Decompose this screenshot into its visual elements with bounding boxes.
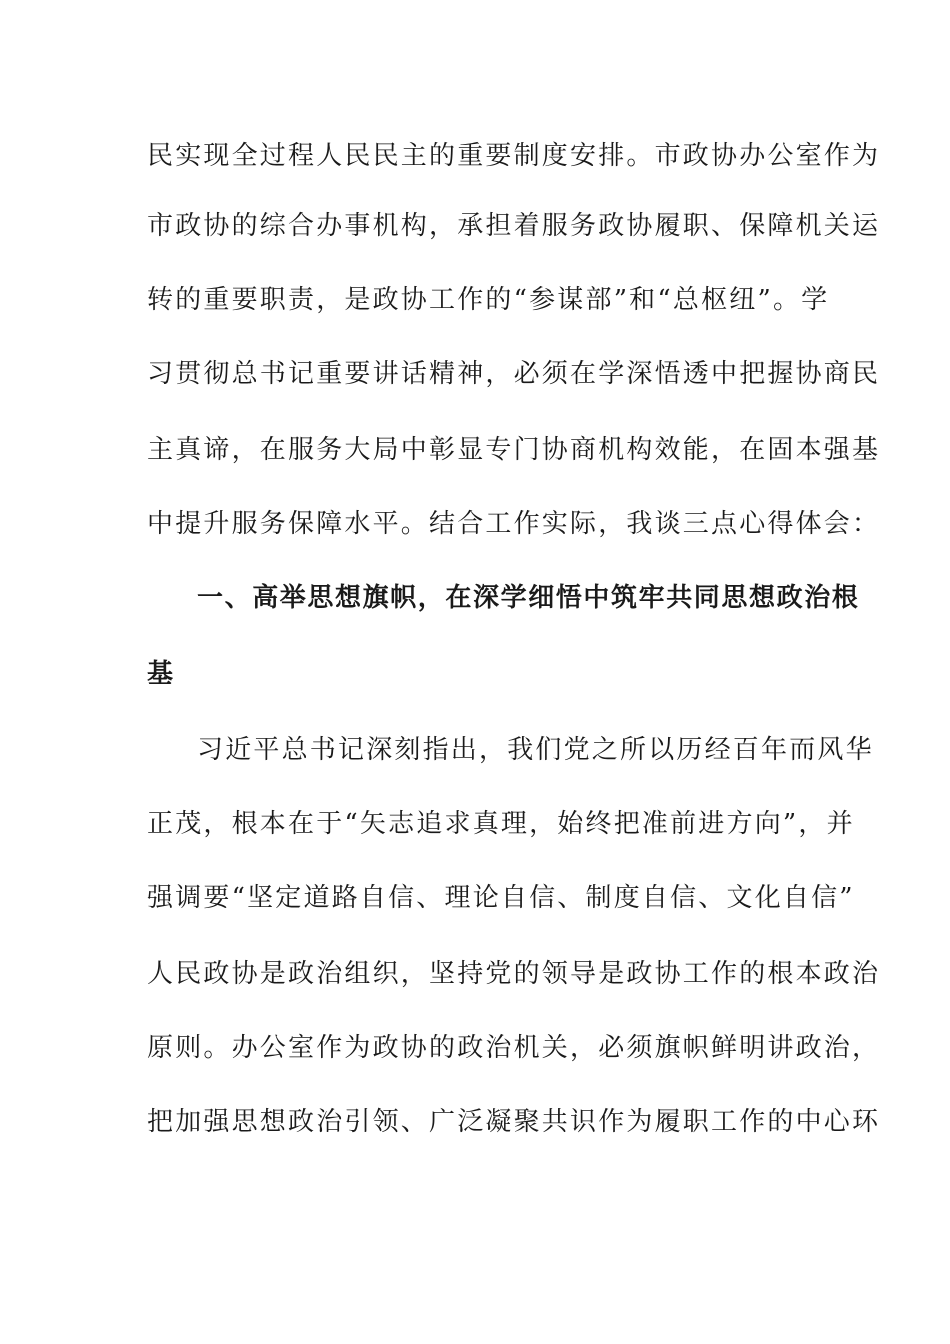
intro-paragraph-line: 转的重要职责，是政协工作的“参谋部”和“总枢纽”。学 xyxy=(147,285,830,315)
body-paragraph-line: 习近平总书记深刻指出，我们党之所以历经百年而风华 xyxy=(197,735,874,765)
intro-paragraph-line: 市政协的综合办事机构，承担着服务政协履职、保障机关运 xyxy=(147,211,881,241)
body-paragraph-line: 原则。办公室作为政协的政治机关，必须旗帜鲜明讲政治， xyxy=(147,1033,881,1063)
intro-paragraph-line: 主真谛，在服务大局中彰显专门协商机构效能，在固本强基 xyxy=(147,435,881,465)
section-heading-line: 一、高举思想旗帜，在深学细悟中筑牢共同思想政治根 xyxy=(197,583,860,613)
intro-paragraph-line: 习贯彻总书记重要讲话精神，必须在学深悟透中把握协商民 xyxy=(147,359,881,389)
intro-paragraph-line: 民实现全过程人民民主的重要制度安排。市政协办公室作为 xyxy=(147,141,881,171)
intro-paragraph-line: 中提升服务保障水平。结合工作实际，我谈三点心得体会： xyxy=(147,509,881,539)
body-paragraph-line: 正茂，根本在于“矢志追求真理，始终把准前进方向”，并 xyxy=(147,809,855,839)
section-heading-line: 基 xyxy=(147,659,175,689)
body-paragraph-line: 强调要“坚定道路自信、理论自信、制度自信、文化自信” xyxy=(147,883,855,913)
body-paragraph-line: 人民政协是政治组织，坚持党的领导是政协工作的根本政治 xyxy=(147,959,881,989)
body-paragraph-line: 把加强思想政治引领、广泛凝聚共识作为履职工作的中心环 xyxy=(147,1107,881,1137)
